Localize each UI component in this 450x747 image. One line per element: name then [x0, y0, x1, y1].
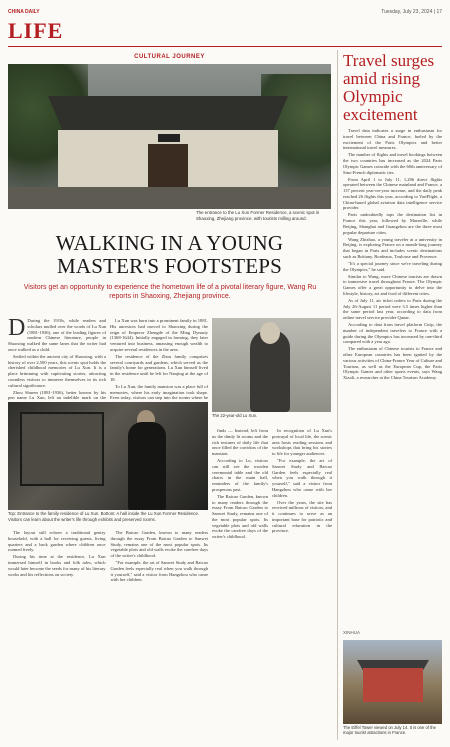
residence-entrance-photo	[8, 64, 331, 209]
article-column-4	[272, 428, 332, 740]
article-paragraph: The Baicao Garden, known to many readers through the essay From Baicao Garden to Sanwei Study, remains one of the most popular spots. Its vegetable plots and old walls evoke the carefree days of the writer's childhood.	[110, 530, 208, 559]
photo-door	[148, 144, 188, 190]
interior-caption: Top: Entrance to the family residence of Lu Xun. Bottom: A hall inside the Lu Xun Former Residence. Visitors can learn about the writer's life through exhibits and preserved rooms.	[8, 511, 200, 522]
sidebar-headline: Travel surges amid rising Olympic excitement	[343, 51, 435, 124]
sidebar-paragraph: The enthusiasm of Chinese tourists to France and other European countries has been ignited by the various activities of China-France Year of Culture and Tourism, as well as the European Cup, the Paris Olympic Games and other sports events, says Wang Xiaoli, a researcher at the China Tourism Academy.	[343, 346, 442, 381]
photo-painting	[20, 412, 104, 486]
drop-cap: D	[8, 315, 26, 341]
article-paragraph: The layout still echoes a traditional gentry household, with a hall for receiving guests, living quarters and a back garden where children once roamed freely.	[8, 530, 106, 553]
portrait-caption: The 22-year-old Lu Xun.	[212, 413, 258, 418]
photo-building	[363, 668, 423, 702]
article-column-3	[212, 428, 268, 740]
sidebar-body	[343, 128, 442, 626]
sidebar-paragraph: Similar to Wang, more Chinese tourists are drawn to immersive travel throughout France. The Olympic Games offer a great opportunity to delve into the lifestyle, history, art and food of different cities.	[343, 273, 442, 296]
deck: Visitors get an opportunity to experience the hometown life of a pivotal literary figure, Wang Ru reports in Shaoxing, Zhejiang province.	[23, 284, 317, 301]
page-number: 17	[436, 9, 442, 15]
section-title: LIFE	[8, 18, 64, 43]
section-rule	[8, 46, 442, 47]
photo-roof	[48, 96, 288, 130]
sidebar-paragraph: The number of flights and travel bookings between the two countries has increased as the 2024 Paris Olympic Games coincide with the 60th anniversary of Sino-French diplomatic ties.	[343, 152, 442, 175]
article-paragraph: The Baicao Garden, known to many readers through the essay From Baicao Garden to Sanwei Study, remains one of the most popular spots. Its vegetable plots and old walls evoke the carefree days of the writer's childhood.	[212, 493, 268, 540]
photo-person	[128, 422, 166, 510]
article-paragraph: During his time at the residence, Lu Xun immersed himself in books and folk tales, which would later become the seeds for many of his literary works and his reflections on society.	[8, 554, 106, 577]
article-paragraph: finds — Instead, left from us the dimly lit rooms and the rich textures of daily life that once filled the corridors of the mansion.	[212, 428, 268, 457]
date-text: Tuesday, July 23, 2024	[381, 9, 433, 15]
sidebar-paragraph: Paris undoubtedly tops the destination list in France this year, followed by Marseille, while Beijing, Shanghai and Guangzhou are the three most popular departure cities.	[343, 212, 442, 235]
brand-name: CHINA DAILY	[8, 9, 40, 15]
photo-plaque	[158, 134, 180, 142]
article-paragraph: "For example, the art of Sanwei Study and Baicao Garden feels especially real when you walk through it yourself," said a visitor from Hangzhou who came with her children.	[110, 560, 208, 583]
article-paragraph: In recognition of Lu Xun's portrayal of local life, the scenic area hosts reading sessions and workshops that bring his stories to life for younger audiences.	[272, 428, 332, 457]
article-column-2	[110, 318, 208, 401]
sidebar-paragraph: Travel data indicates a surge in enthusiasm for travel between China and France, fueled by the excitement of the Paris Olympics and better international travel measures.	[343, 128, 442, 151]
article-paragraph: Settled within the ancient city of Shaoxing, with a history of over 2,500 years, this scenic spot holds the cherished childhood memories of Lu Xun. It is a place brimming with captivating stories, attracting countless visitors to immerse themselves in its rich cultural significance.	[8, 353, 106, 388]
article-paragraph: Zhou Shuren (1881-1936), better known by his pen name Lu Xun, left an indelible mark on the	[8, 389, 106, 401]
article-column-1	[8, 315, 106, 401]
kicker-label: CULTURAL JOURNEY	[134, 54, 205, 60]
article-paragraph: Over the years, the site has received millions of visitors, and it continues to serve as an important base for patriotic and cultural education in the province.	[272, 499, 332, 534]
sidebar-credit: XINHUA	[343, 630, 361, 635]
column-divider	[337, 50, 338, 740]
article-paragraph: Lu Xun was born into a prominent family in 1881. His ancestors had moved to Shaoxing during the reign of Emperor Zhengde of the Ming Dynasty (1368-1644). Initially engaged in farming, they later ventured into business, amassing enough wealth to acquire several residences in the area.	[110, 318, 208, 352]
article-paragraph: "For example, the art of Sanwei Study and Baicao Garden feels especially real when you walk through it yourself," said a visitor from Hangzhou who came with her children.	[272, 458, 332, 498]
sidebar-paragraph: "It's a special journey since we're traveling during the Olympics," he said.	[343, 260, 442, 272]
portrait-head	[260, 322, 280, 344]
article-paragraph: The residence of the Zhou family comprises several courtyards and gardens, which served as the family's home for generations. Lu Xun himself lived in the residence until he left for Nanjing at the age of 18.	[110, 353, 208, 382]
headline: WALKING IN A YOUNG MASTER'S FOOTSTEPS	[55, 231, 284, 278]
interior-hall-photo	[8, 402, 208, 510]
sidebar-paragraph: Wang Zhizhao, a young traveler at a university in Beijing, is exploring France on a month-long journey that began in Paris and includes scenic destinations such as Brittany, Bordeaux, Toulouse and Provence.	[343, 236, 442, 259]
lu-xun-portrait-photo	[212, 318, 331, 412]
page-header	[8, 6, 442, 18]
photo-caption: The entrance to the Lu Xun Former Residence, a scenic spot in Shaoxing, Zhejiang province, with tourists milling around.	[196, 210, 320, 221]
sidebar-photo-caption: The Eiffel Tower viewed on July 14. It is one of the major tourist attractions in France.	[343, 725, 436, 736]
photo-ground	[8, 187, 331, 209]
sidebar-paragraph: As of July 11, air ticket orders to Paris during the July 26-August 11 period were 3.5 times higher than the same period last year, according to data from online travel service provider Qunar.	[343, 297, 442, 321]
article-lower-columns	[8, 530, 208, 740]
sidebar-paragraph: According to data from travel platform Ctrip, the number of independent travelers to France with a guide during the Olympics has increased by one-third compared with a year ago.	[343, 322, 442, 345]
eiffel-tower-photo	[343, 640, 442, 724]
article-paragraph: To Lu Xun, the family mansion was a place full of memories, where his early imagination took shape. Even today, visitors can step into the rooms where he	[110, 383, 208, 401]
sidebar-paragraph: From April 1 to July 11, 1,286 direct flights operated between the Chinese mainland and France, a 137 percent year-on-year increase, and the daily peak reached 26 flights this year, according to VariFlight, a China-based global aviation data intelligence service provider.	[343, 176, 442, 211]
header-date: Tuesday, July 23, 2024 | 17	[381, 9, 442, 15]
article-paragraph: According to Lu, visitors can still see the wooden ceremonial table and the old chairs in the main hall, reminders of the family's prosperous past.	[212, 458, 268, 492]
article-paragraph: During the 1910s, while readers and scholars mulled over the words of Lu Xun (1881-1936), one of the leading figures of modern Chinese literature, people in Shaoxing walked the same lanes that the writer had once walked as a child.	[8, 318, 106, 352]
